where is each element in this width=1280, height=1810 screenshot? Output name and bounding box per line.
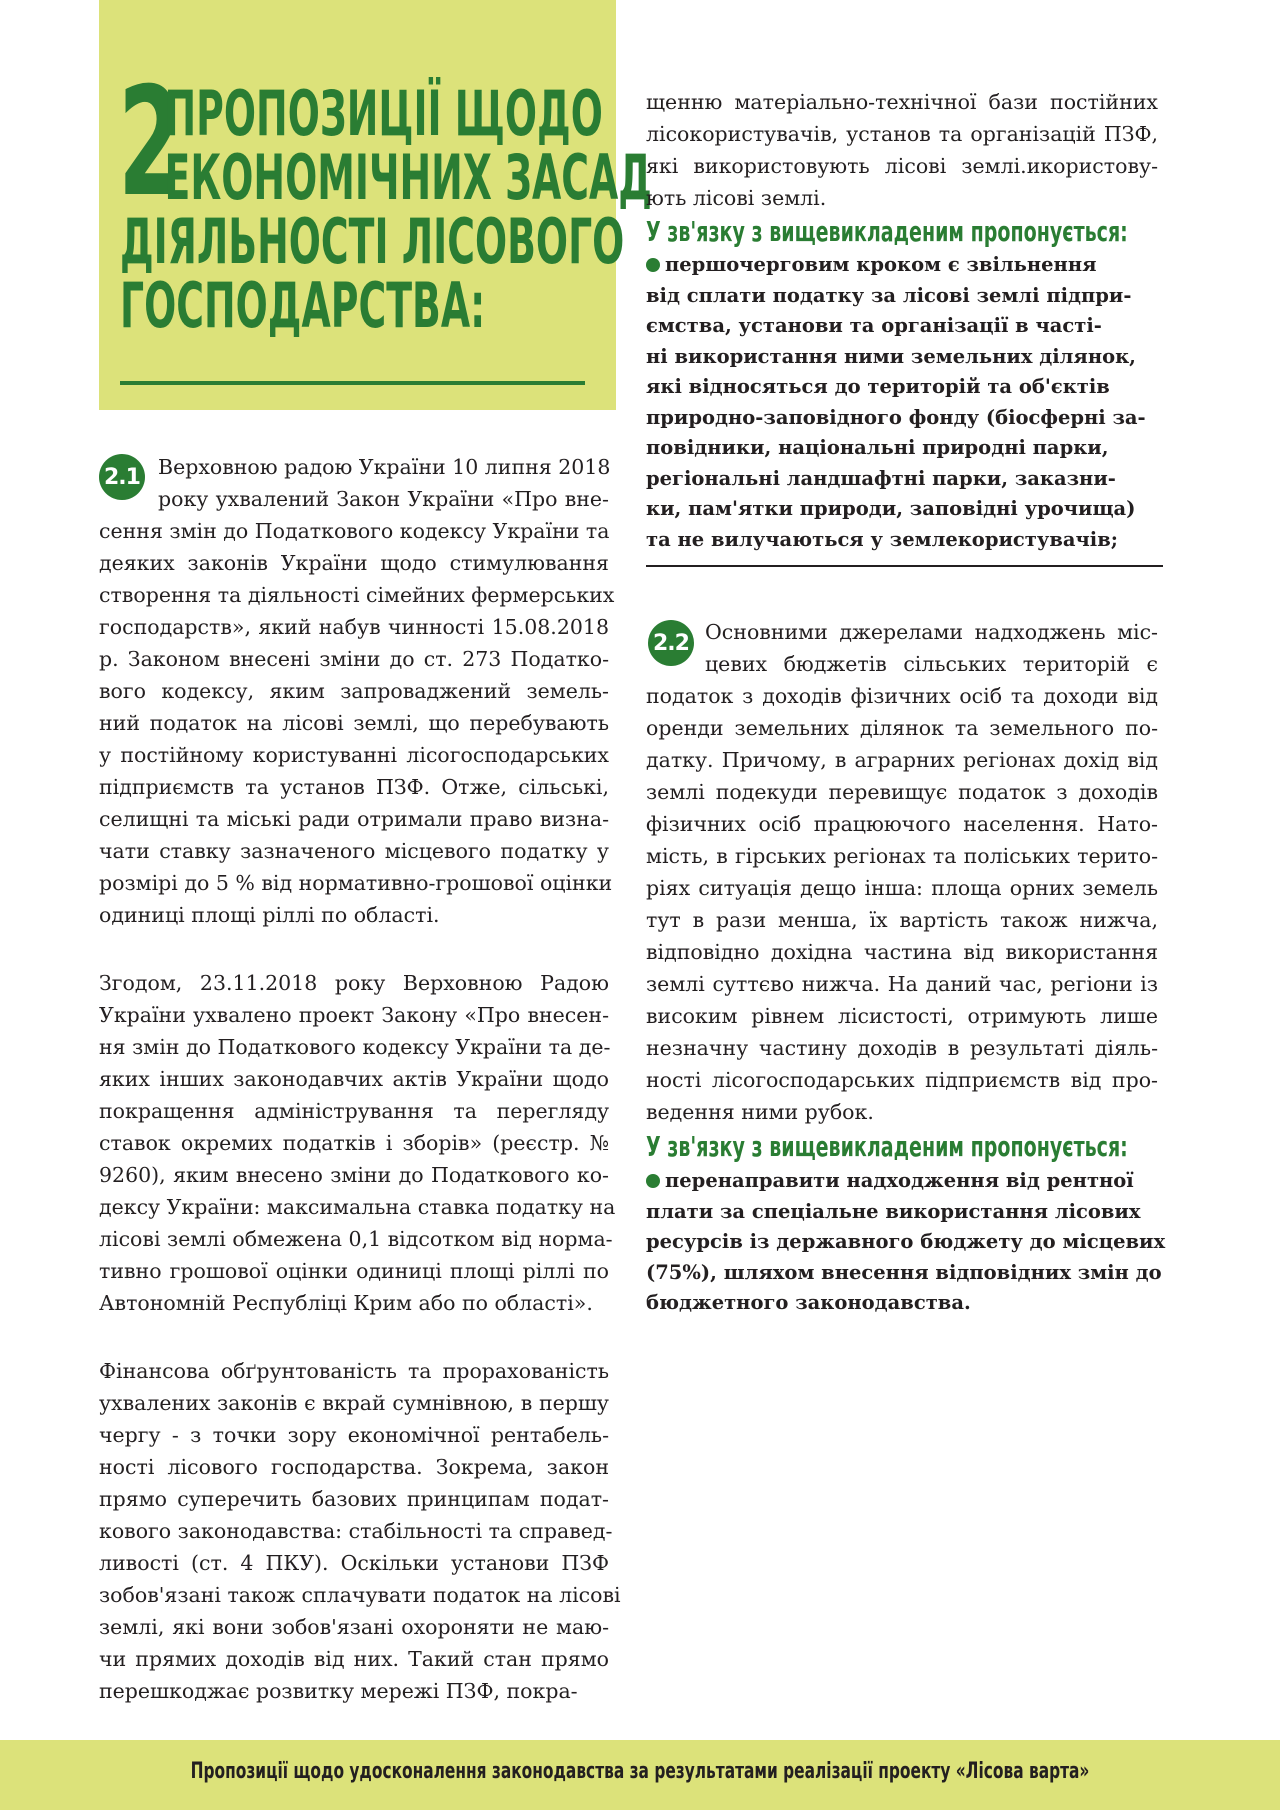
text-line: чати ставку зазначеного місцевого податку у bbox=[99, 839, 609, 863]
paragraph-2-1-a bbox=[99, 451, 615, 931]
text-line: відповідно дохідна частина від використання bbox=[646, 940, 1158, 964]
proposal-line: плати за спеціальне використання лісових bbox=[646, 1199, 1141, 1223]
paragraph-2-1-b bbox=[99, 967, 616, 1319]
text-line: ності лісогосподарських підприємств від про- bbox=[646, 1068, 1158, 1092]
proposal-line: (75%), шляхом внесення відповідних змін до bbox=[646, 1260, 1162, 1284]
page-title bbox=[120, 77, 652, 342]
section-divider bbox=[646, 565, 1163, 567]
text-line: підприємств та установ ПЗФ. Отже, сільські, bbox=[99, 775, 609, 799]
text-line: одиниці площі ріллі по області. bbox=[99, 903, 440, 927]
text-line: прямо суперечить базових принципам подат- bbox=[99, 1487, 609, 1511]
text-line: р. Законом внесені зміни до ст. 273 Податко- bbox=[99, 647, 609, 671]
text-line: чи прямих доходів від них. Такий стан прямо bbox=[99, 1647, 609, 1671]
text-line: Фінансова обґрунтованість та прорахованість bbox=[99, 1359, 609, 1383]
text-line: року ухвалений Закон України «Про вне- bbox=[158, 487, 609, 511]
text-line: створення та діяльності сімейних фермерських bbox=[99, 583, 615, 607]
bullet-text: перенаправити надходження від рентної bbox=[665, 1169, 1134, 1192]
proposal-line bbox=[646, 1166, 1161, 1197]
text-line: ведення ними рубок. bbox=[646, 1100, 874, 1124]
proposal-line: ки, пам'ятки природи, заповідні урочища) bbox=[646, 497, 1136, 520]
text-line: оренди земельних ділянок та земельного по- bbox=[646, 716, 1158, 740]
text-line: зобов'язані також сплачувати податок на лісові bbox=[99, 1583, 621, 1607]
text-line: ухвалених законів є вкрай сумнівною, в першу bbox=[99, 1391, 609, 1415]
proposal-line bbox=[646, 250, 1161, 281]
text-line: сення змін до Податкового кодексу України та bbox=[99, 519, 610, 543]
text-line: ють лісові землі. bbox=[646, 186, 827, 210]
text-line: селищні та міські ради отримали право визна- bbox=[99, 807, 609, 831]
title-divider bbox=[120, 381, 585, 385]
proposal-line: які відносяться до територій та об'єктів bbox=[646, 375, 1110, 398]
text-line: покращення адміністрування та перегляду bbox=[99, 1099, 609, 1123]
text-line: 9260), яким внесено зміни до Податкового ко- bbox=[99, 1163, 609, 1187]
title-line: ЕКОНОМІЧНИХ ЗАСАД bbox=[164, 141, 652, 214]
text-line: землі, які вони зобов'язані охороняти не маю- bbox=[99, 1615, 609, 1639]
bullet-text: першочерговим кроком є звільнення bbox=[665, 253, 1097, 276]
text-line: землі суттєво нижча. На даний час, регіони із bbox=[646, 972, 1158, 996]
text-line: незначну частину доходів в результаті діяль- bbox=[646, 1036, 1158, 1060]
section-badge-2-2: 2.2 bbox=[648, 620, 694, 666]
text-line: мість, в гірських регіонах та поліських терито- bbox=[646, 844, 1158, 868]
text-line: тут в рази менша, їх вартість також нижча, bbox=[646, 908, 1158, 932]
text-line: ставок окремих податків і зборів» (реєстр. № bbox=[99, 1131, 609, 1155]
text-line: щенню матеріально-технічної бази постійних bbox=[646, 90, 1158, 114]
text-line: податок з доходів фізичних осіб та доходи від bbox=[646, 684, 1158, 708]
paragraph-2-1-c bbox=[99, 1355, 621, 1707]
text-line: вого кодексу, яким запроваджений земель- bbox=[99, 679, 609, 703]
text-line: лісокористувачів, установ та організацій ПЗФ, bbox=[646, 122, 1158, 146]
text-line: розмірі до 5 % від нормативно-грошової оцінки bbox=[99, 871, 613, 895]
proposal-line: ресурсів із державного бюджету до місцевих bbox=[646, 1230, 1166, 1253]
text-line: фізичних осіб працюючого населення. Нато- bbox=[646, 812, 1158, 836]
propose-heading-2-1: У зв'язку з вищевикладеним пропонується: bbox=[646, 215, 1128, 248]
title-line: ДІЯЛЬНОСТІ ЛІСОВОГО bbox=[120, 205, 625, 278]
title-line: ПРОПОЗИЦІЇ ЩОДО bbox=[164, 77, 603, 150]
proposal-line: від сплати податку за лісові землі підпри- bbox=[646, 283, 1132, 307]
text-line: України ухвалено проект Закону «Про внесен- bbox=[99, 1003, 609, 1027]
text-line: Автономній Республіці Крим або по області». bbox=[99, 1291, 593, 1315]
proposal-line: та не вилучаються у землекористувачів; bbox=[646, 527, 1118, 551]
title-line: ГОСПОДАРСТВА: bbox=[120, 269, 486, 342]
text-line: високим рівнем лісистості, отримують лише bbox=[646, 1004, 1158, 1028]
section-badge-2-1: 2.1 bbox=[99, 454, 145, 500]
text-line: чергу - з точки зору економічної рентабель- bbox=[99, 1423, 609, 1447]
text-line: перешкоджає розвитку мережі ПЗФ, покра- bbox=[99, 1679, 578, 1703]
proposal-2-2 bbox=[646, 1166, 1166, 1319]
text-line: ливості (ст. 4 ПКУ). Оскільки установи ПЗФ bbox=[99, 1551, 609, 1575]
text-line: ріях ситуація дещо інша: площа орних земель bbox=[646, 876, 1158, 900]
text-line: ня змін до Податкового кодексу України та де- bbox=[99, 1035, 611, 1059]
text-line: тивно грошової оцінки одиниці площі ріллі по bbox=[99, 1259, 609, 1283]
proposal-line: повідники, національні природні парки, bbox=[646, 436, 1109, 459]
text-line: кового законодавства: стабільності та справед- bbox=[99, 1519, 613, 1543]
proposal-line: ємства, установи та організації в часті- bbox=[646, 314, 1102, 337]
text-line: Основними джерелами надходжень міс- bbox=[705, 620, 1158, 644]
text-line: Верховною радою України 10 липня 2018 bbox=[158, 455, 611, 479]
text-line: Згодом, 23.11.2018 року Верховною Радою bbox=[99, 971, 609, 995]
text-line: яких інших законодавчих актів України щодо bbox=[99, 1067, 609, 1091]
text-line: які використовують лісові землі.икористову- bbox=[646, 154, 1158, 178]
proposal-line: бюджетного законодавства. bbox=[646, 1291, 971, 1314]
bullet-icon bbox=[646, 258, 660, 272]
text-line: цевих бюджетів сільських територій є bbox=[705, 652, 1158, 676]
propose-heading-2-2: У зв'язку з вищевикладеним пропонується: bbox=[646, 1130, 1128, 1163]
bullet-icon bbox=[646, 1174, 660, 1188]
footer-text: Пропозиції щодо удосконалення законодавства за результатами реалізації проекту «Лісова варта» bbox=[190, 1759, 1090, 1784]
text-line: землі подекуди перевищує податок з доходів bbox=[646, 780, 1158, 804]
text-line: ний податок на лісові землі, що перебувають bbox=[99, 711, 609, 735]
proposal-line: регіональні ландшафтні парки, заказни- bbox=[646, 466, 1116, 490]
paragraph-continued bbox=[646, 86, 1158, 214]
text-line: дексу України: максимальна ставка податку на bbox=[99, 1195, 616, 1219]
proposal-2-1 bbox=[646, 250, 1161, 555]
text-line: лісові землі обмежена 0,1 відсотком від норма- bbox=[99, 1227, 613, 1251]
proposal-line: природно-заповідного фонду (біосферні за- bbox=[646, 405, 1146, 429]
text-line: у постійному користуванні лісогосподарських bbox=[99, 743, 609, 767]
text-line: деяких законів України щодо стимулювання bbox=[99, 551, 609, 575]
paragraph-2-2 bbox=[646, 616, 1158, 1128]
section-number: 2 bbox=[118, 56, 183, 230]
proposal-line: ні використання ними земельних ділянок, bbox=[646, 344, 1136, 368]
text-line: датку. Причому, в аграрних регіонах дохід від bbox=[646, 748, 1158, 772]
text-line: господарств», який набув чинності 15.08.2018 bbox=[99, 615, 609, 639]
text-line: ності лісового господарства. Зокрема, закон bbox=[99, 1455, 609, 1479]
